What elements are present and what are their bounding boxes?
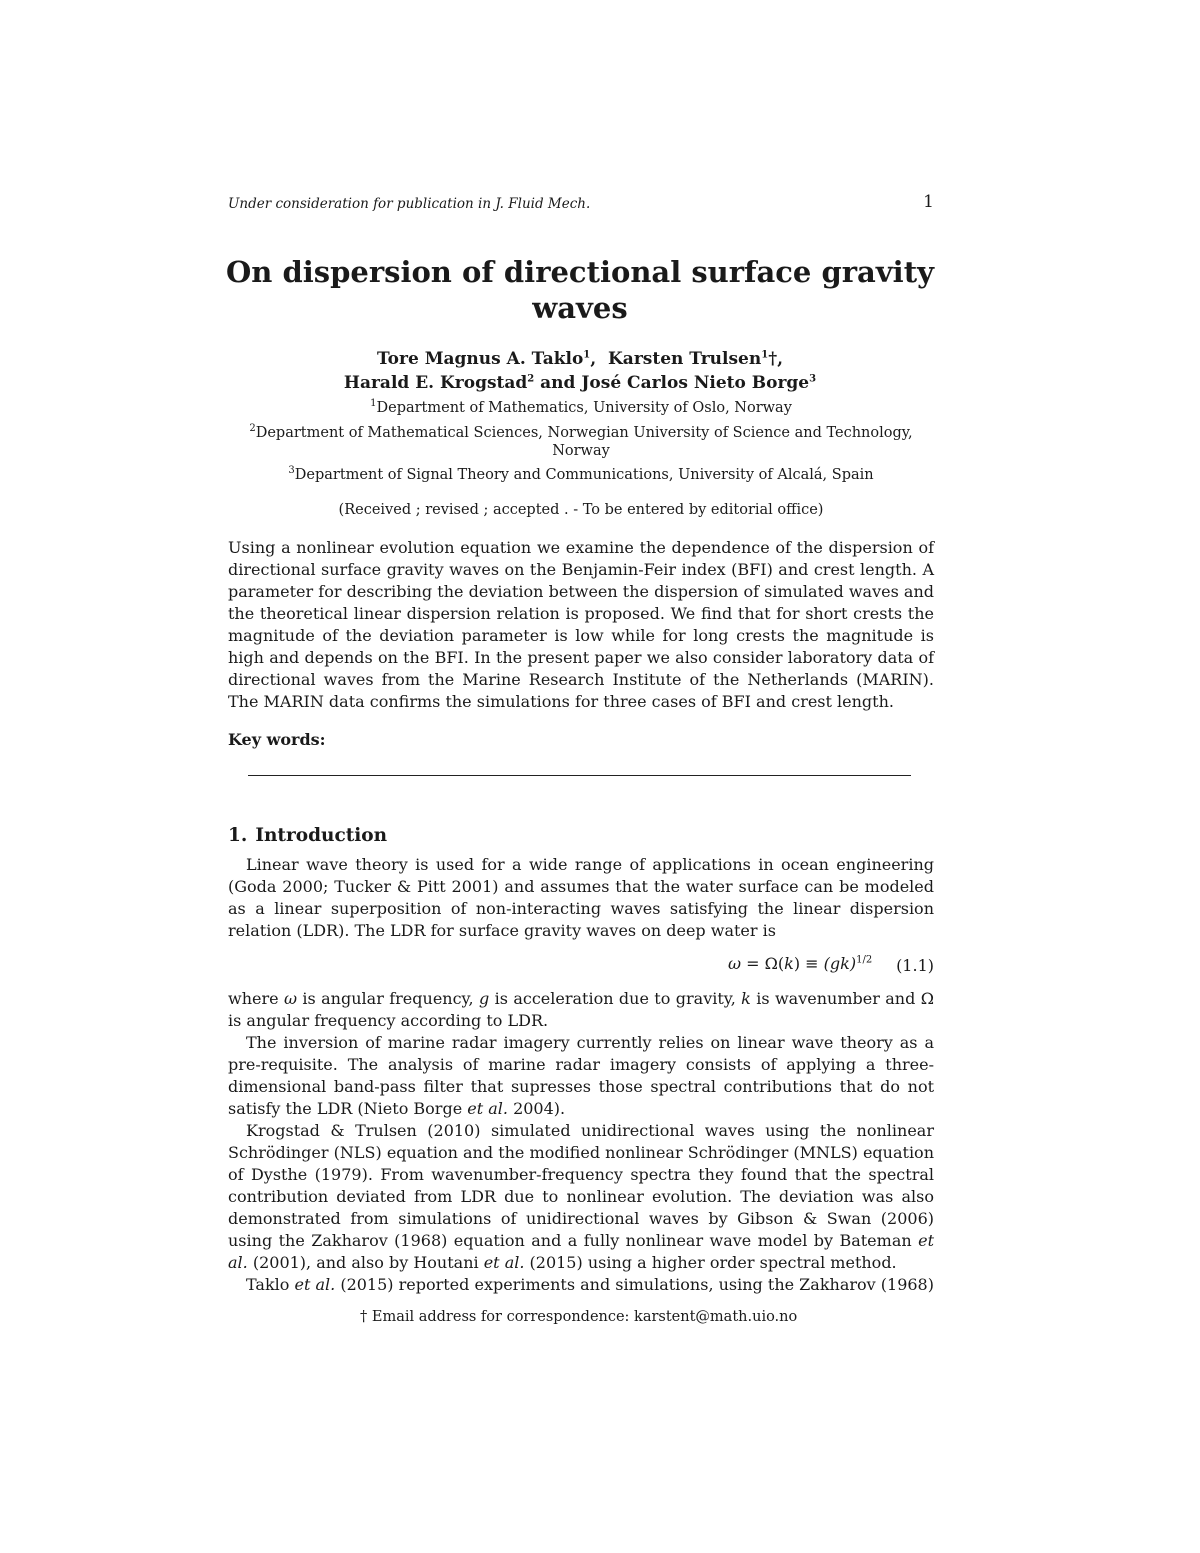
author-list — [200, 347, 960, 395]
abstract-divider — [248, 775, 911, 776]
author-affil-mark: 1 — [583, 349, 591, 361]
affiliation-mark: 1 — [370, 398, 377, 410]
affiliation-text-cont: Norway — [552, 443, 610, 459]
paragraph-text: Linear wave theory is used for a wide range of applications in ocean engineering (Goda 2000; Tucker & Pitt 2001) and assumes that the water surface can be modeled as a linear superposition of non-interacting waves satisfying the linear dispersion relation (LDR). The LDR for surface gravity waves on deep water is — [228, 855, 934, 940]
received-line: (Received ; revised ; accepted . - To be entered by editorial office) — [338, 502, 824, 518]
section-heading — [228, 825, 387, 846]
paragraph-4: Krogstad & Trulsen (2010) simulated unidirectional waves using the nonlinear Schrödinger (NLS) equation and the modified nonlinear Schrödinger (MNLS) equation of Dysthe (1979). From wavenumber-frequency spectra they found that the spectral contribution deviated from LDR due to nonlinear evolution. The deviation was also demonstrated from simulations of unidirectional waves by Gibson & Swan (2006) using the Zakharov (1968) equation and a fully nonlinear wave model by Bateman et al. (2001), and also by Houtani et al. (2015) using a higher order spectral method. — [228, 1121, 934, 1272]
author-affil-mark: 2 — [527, 373, 535, 385]
dagger-mark: † — [768, 349, 778, 369]
author-name: José Carlos Nieto Borge — [581, 373, 810, 393]
author-affil-mark: 1 — [761, 349, 769, 361]
affiliation-text: Department of Mathematical Sciences, Norwegian University of Science and Technology, — [255, 425, 913, 441]
paragraph-1 — [228, 854, 934, 942]
affiliation-text: Department of Signal Theory and Communications, University of Alcalá, Spain — [294, 467, 874, 483]
equation-number: (1.1) — [896, 956, 934, 975]
affiliation-3 — [228, 466, 934, 484]
title-line-1: On dispersion of directional surface gravity — [226, 255, 934, 289]
page-number: 1 — [923, 192, 934, 212]
affiliation-mark: 2 — [249, 423, 256, 435]
affiliation-text: Department of Mathematics, University of Oslo, Norway — [376, 400, 792, 416]
title-line-2: waves — [532, 291, 628, 325]
paragraph-2: where ω is angular frequency, g is acceleration due to gravity, k is wavenumber and Ω is angular frequency according to LDR. — [228, 989, 935, 1030]
paragraph-5: Taklo et al. (2015) reported experiments and simulations, using the Zakharov (1968) — [246, 1275, 934, 1294]
abstract: Using a nonlinear evolution equation we examine the dependence of the dispersion of directional surface gravity waves on the Benjamin-Feir index (BFI) and crest length. A parameter for describing the deviation between the dispersion of simulated waves and the theoretical linear dispersion relation is proposed. We find that for short crests the magnitude of the deviation parameter is low while for long crests the magnitude is high and depends on the BFI. In the present paper we also consider laboratory data of directional waves from the Marine Research Institute of the Netherlands (MARIN). The MARIN data confirms the simulations for three cases of BFI and crest length. — [228, 538, 934, 711]
and-word: and — [540, 373, 576, 393]
affiliation-2 — [228, 424, 934, 460]
journal-note: Under consideration for publication in J. Fluid Mech. — [228, 196, 591, 212]
author-name: Karsten Trulsen — [608, 349, 762, 369]
section-number: 1. — [228, 825, 248, 846]
author-name: Tore Magnus A. Taklo — [376, 349, 584, 369]
footnote-text: Email address for correspondence: karstent@math.uio.no — [367, 1309, 798, 1325]
author-line-2 — [200, 371, 960, 395]
keywords-label: Key words: — [228, 730, 326, 749]
footnote — [360, 1309, 797, 1325]
paragraph-3: The inversion of marine radar imagery currently relies on linear wave theory as a pre-requisite. The analysis of marine radar imagery consists of applying a three-dimensional band-pass filter that supresses those spectral contributions that do not satisfy the LDR (Nieto Borge et al. 2004). — [228, 1033, 934, 1118]
author-affil-mark: 3 — [809, 373, 817, 385]
equation-1-1 — [228, 954, 934, 978]
equation-expression: ω = Ω(k) ≡ (gk)$^{1/2}$ — [728, 954, 873, 973]
paper-title — [200, 254, 960, 326]
author-line-1: Tore Magnus A. Taklo$^1$, Karsten Trulsen$^1$†, — [376, 349, 784, 369]
section-title: Introduction — [255, 825, 388, 846]
affiliation-1 — [228, 399, 934, 417]
author-name: Harald E. Krogstad — [343, 373, 528, 393]
footnote-mark: † — [360, 1309, 368, 1325]
running-head — [228, 192, 934, 218]
affiliation-mark: 3 — [288, 465, 295, 477]
